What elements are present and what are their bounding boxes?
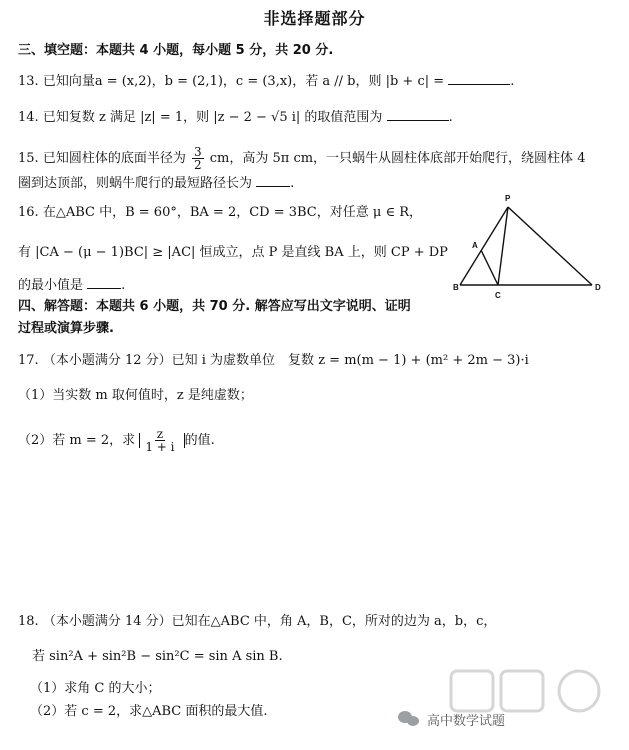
figure-label-c: C <box>495 291 501 300</box>
q14-number: 14. <box>18 110 39 125</box>
question-14: 14. 已知复数 z 满足 |z| = 1，则 |z − 2 − √5 i| 的取值范围为 . <box>18 110 453 125</box>
figure-label-d: D <box>595 283 601 292</box>
q17-fraction-numerator: z <box>156 427 164 441</box>
q17-number: 17. <box>18 353 39 368</box>
wechat-icon <box>398 711 419 726</box>
q17-abs-value <box>139 427 184 454</box>
question-13: 13. 已知向量a = (x,2)，b = (2,1)，c = (3,x)，若 a // b，则 |b + c| = . <box>18 74 515 89</box>
q16-line3-text: 的最小值是 <box>18 278 84 293</box>
figure-edge-ac <box>481 250 498 285</box>
q15-number: 15. <box>18 151 39 166</box>
question-16-line2: 有 |CA − (μ − 1)BC| ≥ |AC| 恒成立，点 P 是直线 BA 上，则 CP + DP <box>18 245 448 260</box>
q18-sub1: （1）求角 C 的大小； <box>30 681 161 696</box>
q13-text: 已知向量a = (x,2)，b = (2,1)，c = (3,x)，若 a // b，则 |b + c| = <box>42 74 445 89</box>
figure-label-a: A <box>472 241 478 250</box>
question-15-cont: 圈到达顶部，则蜗牛爬行的最短路径长为 . <box>18 176 295 191</box>
figure-edge-pc <box>498 207 508 285</box>
watermark-logo <box>391 667 621 742</box>
q17-fraction <box>145 428 174 453</box>
q14-text: 已知复数 z 满足 |z| = 1，则 |z − 2 − √5 i| 的取值范围为 <box>42 110 383 125</box>
q17-sub1: （1）当实数 m 取何值时，z 是纯虚数； <box>18 388 253 403</box>
part4-heading-line1: 四、解答题：本题共 6 小题，共 70 分. 解答应写出文字说明、证明 <box>18 299 411 314</box>
q15-fraction-numerator: 3 <box>193 145 202 159</box>
q18-condition: 若 sin²A + sin²B − sin²C = sin A sin B. <box>32 649 283 664</box>
question-15 <box>18 146 619 171</box>
q14-answer-blank <box>387 108 449 121</box>
q16-line1: 在△ABC 中，B = 60°，BA = 2，CD = 3BC，对任意 μ ∈ R， <box>42 205 423 220</box>
q16-triangle-figure <box>455 192 620 302</box>
q16-answer-blank <box>87 276 121 289</box>
figure-edge-pd <box>508 207 592 285</box>
question-18 <box>18 613 619 631</box>
q16-number: 16. <box>18 205 39 220</box>
q13-number: 13. <box>18 74 39 89</box>
question-17 <box>18 352 619 370</box>
watermark-text: 高中数学试题 <box>427 714 506 729</box>
part4-heading-line2: 过程或演算步骤. <box>18 321 114 336</box>
q13-answer-blank <box>448 72 510 85</box>
q17-sub2 <box>18 428 619 453</box>
q18-sub2: （2）若 c = 2，求△ABC 面积的最大值. <box>30 704 268 719</box>
part3-heading: 三、填空题：本题共 4 小题，每小题 5 分，共 20 分. <box>18 43 334 58</box>
q15-fraction <box>192 146 204 171</box>
figure-edge-bp <box>460 207 508 285</box>
q15-answer-blank <box>256 174 290 187</box>
q15-text-a: 已知圆柱体的底面半径为 <box>42 151 186 166</box>
question-16-line3: 的最小值是 . <box>18 278 126 293</box>
figure-label-b: B <box>453 283 459 292</box>
q17-sub2-text-b: 的值. <box>184 433 215 448</box>
section-title: 非选择题部分 <box>263 9 366 28</box>
q17-sub2-text-a: （2）若 m = 2，求 <box>18 433 136 448</box>
q17-text: （本小题满分 12 分）已知 i 为虚数单位 复数 z = m(m − 1) + (m² + 2m − 3)·i <box>42 353 529 368</box>
q15-fraction-denominator: 2 <box>193 158 202 172</box>
q15-text-b: cm，高为 5π cm，一只蜗牛从圆柱体底部开始爬行，绕圆柱体 4 <box>209 151 586 166</box>
figure-label-p: P <box>505 194 511 203</box>
q18-text: （本小题满分 14 分）已知在△ABC 中，角 A，B，C，所对的边为 a，b，c， <box>42 614 497 629</box>
q15-text-c: 圈到达顶部，则蜗牛爬行的最短路径长为 <box>18 176 253 191</box>
q17-fraction-denominator: 1 + i <box>145 440 175 454</box>
q18-number: 18. <box>18 614 39 629</box>
